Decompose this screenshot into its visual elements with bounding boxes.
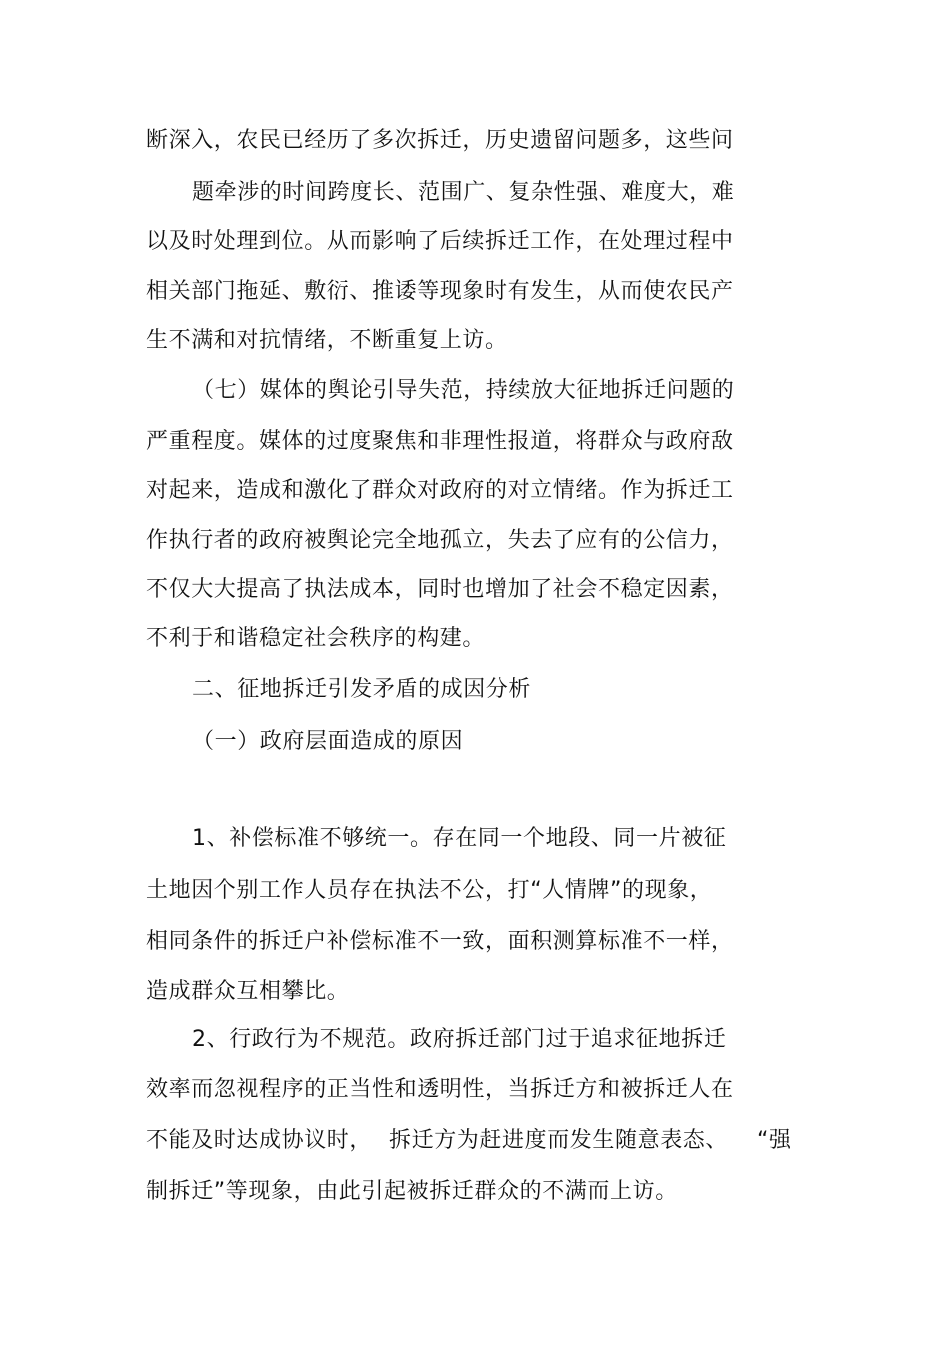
text-line-1: 断深入，农民已经历了多次拆迁，历史遗留问题多，这些问 — [146, 128, 734, 153]
item-2-line-2: 效率而忽视程序的正当性和透明性，当拆迁方和被拆迁人在 — [146, 1077, 734, 1102]
item-1-line-1: 1、补偿标准不够统一。存在同一个地段、同一片被征 — [192, 826, 727, 851]
item-1-line-3: 相同条件的拆迁户补偿标准不一致，面积测算标准不一样， — [146, 929, 734, 954]
text-line-4: 相关部门拖延、敷衍、推诿等现象时有发生，从而使农民产 — [146, 279, 734, 304]
text-line-10: 不仅大大提高了执法成本，同时也增加了社会不稳定因素， — [146, 577, 734, 602]
text-line-3: 以及时处理到位。从而影响了后续拆迁工作，在处理过程中 — [146, 229, 734, 254]
item-1-line-4: 造成群众互相攀比。 — [146, 979, 350, 1004]
text-line-9: 作执行者的政府被舆论完全地孤立，失去了应有的公信力， — [146, 528, 734, 553]
item-2-line-1: 2、行政行为不规范。政府拆迁部门过于追求征地拆迁 — [192, 1027, 727, 1052]
text-line-5: 生不满和对抗情绪，不断重复上访。 — [146, 328, 508, 353]
item-2-line-3-part-3: “强 — [757, 1128, 792, 1153]
item-1-line-2: 土地因个别工作人员存在执法不公，打“人情牌”的现象， — [146, 878, 713, 903]
text-line-2: 题牵涉的时间跨度长、范围广、复杂性强、难度大，难 — [192, 180, 735, 205]
item-2-line-3-part-2: 拆迁方为赶进度而发生随意表态、 — [389, 1128, 729, 1153]
item-2-line-4: 制拆迁”等现象，由此引起被拆迁群众的不满而上访。 — [146, 1179, 678, 1204]
text-line-8: 对起来，造成和激化了群众对政府的对立情绪。作为拆迁工 — [146, 478, 734, 503]
text-line-7: 严重程度。媒体的过度聚焦和非理性报道，将群众与政府敌 — [146, 429, 734, 454]
item-2-line-3-part-1: 不能及时达成协议时， — [146, 1128, 373, 1153]
subsection-1-heading: （一）政府层面造成的原因 — [192, 729, 464, 754]
section-7-heading-line: （七）媒体的舆论引导失范，持续放大征地拆迁问题的 — [192, 378, 735, 403]
text-line-11: 不利于和谐稳定社会秩序的构建。 — [146, 626, 486, 651]
chapter-2-heading: 二、征地拆迁引发矛盾的成因分析 — [192, 677, 532, 702]
